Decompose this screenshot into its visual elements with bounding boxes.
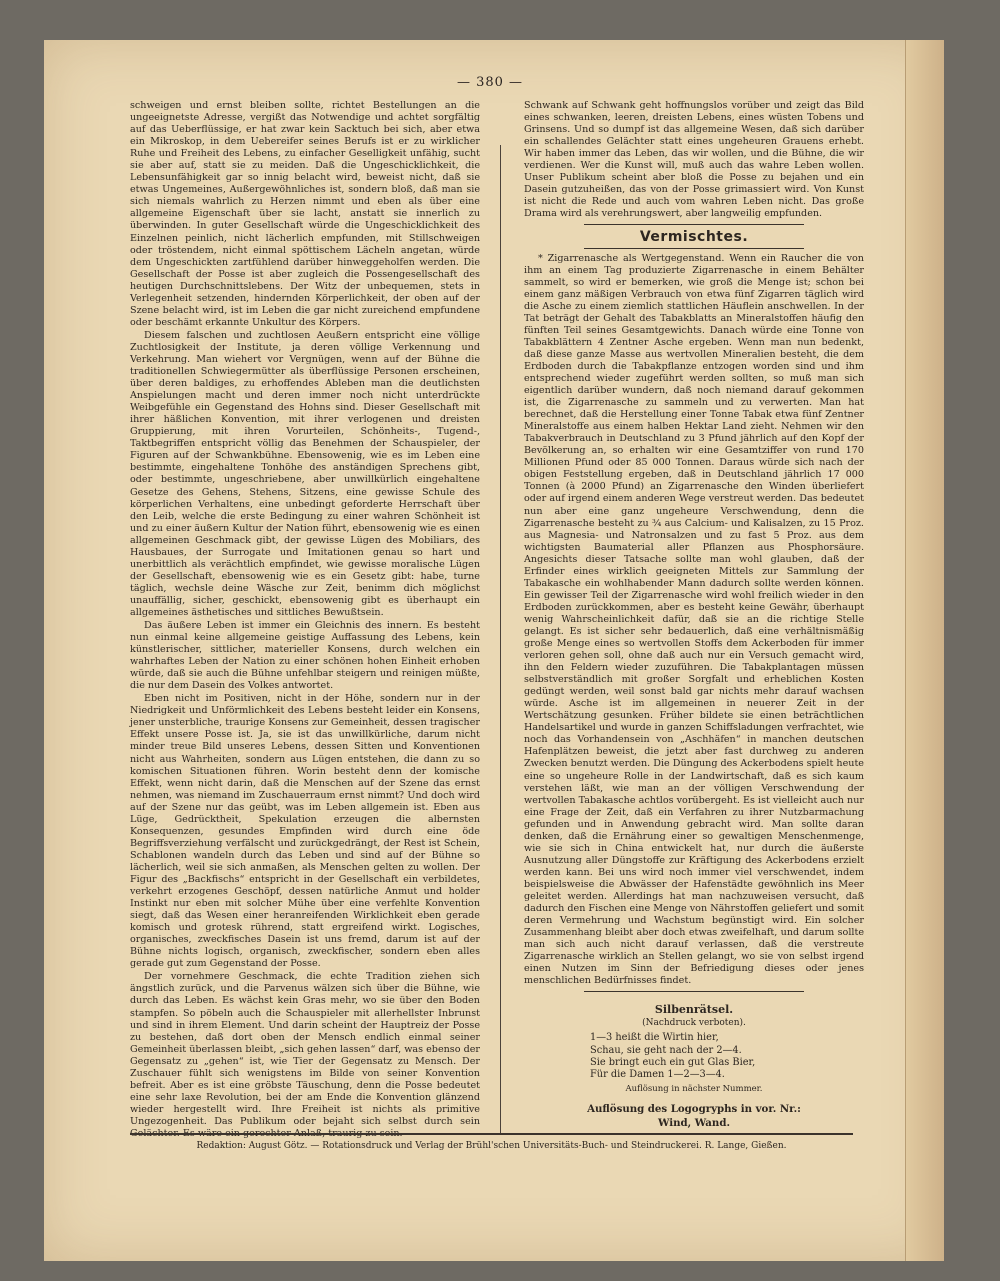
section-rule <box>584 248 804 249</box>
riddle-line: Für die Damen 1—2—3—4. <box>590 1069 725 1081</box>
paragraph: schweigen und ernst bleiben sollte, richtet Bestellungen an die ungeeignetste Adresse, vergißt das Notwendige und achtet sorgfältig auf das Ueberflüssige, er hat zwar kein Sacktuch bei sich, aber etwa ein Mikroskop, in dem Uebereifer seines Berufs ist er zu wirklicher Ruhe und Freiheit des Lebens, zu einfacher Geselligkeit unfähig, sucht sie aber auf, statt sie zu meiden. Daß die Ungeschicklichkeit, die Lebensunfähigkeit gar so innig belacht wird, beweist nicht, daß sie etwas Ungemeines, Außergewöhnliches ist, sondern bloß, daß man sie sich niemals wahrlich zu Herzen nimmt und eben als über eine allgemeine Eigenschaft über sie lacht, anstatt sie innerlich zu überwinden. In guter Gesellschaft würde die Ungeschicklichkeit des Einzelnen peinlich, nicht lächerlich empfunden, mit Stillschweigen oder tröstendem, nicht einmal spöttischem Lächeln angetan, würde dem Ungeschickten zartfühlend darüber hinweggeholfen werden. Die Gesellschaft der Posse ist aber zugleich die Possengesellschaft des heutigen Durchschnittslebens. Der Witz der unbequemen, stets in Verlegenheit setzenden, hindernden Körperlichkeit, der oben auf der Szene belacht wird, ist im Leben die gar nicht zureichend empfundene oder beschämt erkannte Unkultur des Körpers. <box>130 100 480 328</box>
riddle-note: (Nachdruck verboten). <box>642 1018 746 1029</box>
riddle-line: 1—3 heißt die Wirtin hier, <box>590 1032 719 1044</box>
section-rule <box>584 991 804 992</box>
paragraph: Schwank auf Schwank geht hoffnungslos vorüber und zeigt das Bild eines schwanken, leeren, dreisten Lebens, eines wüsten Tobens und Grinsens. Und so dumpf ist das allgemeine Wesen, daß sich darüber ein schallendes Gelächter statt eines ungeheuren Grauens erhebt. Wir haben immer das Leben, das wir wollen, und die Bühne, die wir verdienen. Wer die Kunst will, muß auch das wahre Leben wollen. Unser Publikum scheint aber bloß die Posse zu bejahen und ein Dasein gutzuheißen, das von der Posse grimassiert wird. Von Kunst ist nicht die Rede und auch vom wahren Leben nicht. Das große Drama wird als verehrungswert, aber langweilig empfunden. <box>524 100 864 220</box>
footer-rule <box>130 1133 853 1135</box>
section-rule <box>584 224 804 225</box>
page-edge <box>905 40 944 1261</box>
riddle-line: Schau, sie geht nach der 2—4. <box>590 1044 742 1056</box>
paragraph: Diesem falschen und zuchtlosen Aeußern entspricht eine völlige Zuchtlosigkeit der Institute, ja deren völlige Verkennung und Verkehrung. Man wiehert vor Vergnügen, wenn auf der Bühne die traditionellen Schwiegermütter als überflüssige Personen erscheinen, über deren baldiges, zu erhoffendes Ableben man die deutlichsten Anspielungen macht und deren immer noch nicht unterdrückte Weibgefühle ein Gegenstand des Hohns sind. Dieser Gesellschaft mit ihrer häßlichen Konvention, mit ihrer verlogenen und dreisten Gruppierung, mit ihren Vorurteilen, Schönheits-, Tugend-, Taktbegriffen entspricht völlig das Benehmen der Schauspieler, der Figuren auf der Schwankbühne. Ebensowenig, wie es im Leben eine bestimmte, eingehaltene Tonhöhe des anständigen Sprechens gibt, oder bestimmte, ungeschriebene, aber unwillkürlich eingehaltene Gesetze des Gehens, Stehens, Sitzens, eine gewisse Schule des körperlichen Verhaltens, eine unbedingt geforderte Herrschaft über den Leib, welche die erste Bedingung zu einer wahren Schönheit ist und zu einer äußern Kultur der Nation führt, ebensowenig wie es einen allgemeinen Geschmack gibt, der gewisse Lügen des Mobiliars, des Hausbaues, der Surrogate und Imitationen genau so hart und unerbittlich als verächtlich empfindet, wie gewisse moralische Lügen der Gesellschaft, ebensowenig wie es ein Gesetz gibt: habe, turne täglich, wechsle deine Wäsche zur Zeit, benimm dich möglichst unauffällig, sicher, geschickt, ebensowenig gibt es überhaupt ein allgemeines ästhetisches und sittliches Bewußtsein. <box>130 329 480 618</box>
solution-answer: Wind, Wand. <box>658 1117 730 1130</box>
paragraph: Das äußere Leben ist immer ein Gleichnis des innern. Es besteht nun einmal keine allgemeine geistige Auffassung des Lebens, kein künstlerischer, sittlicher, materieller Konsens, durch welchen ein wahrhaftes Leben der Nation zu einer schönen hohen Einheit erhoben würde, daß sie auch die Bühne unfehlbar steigern und reinigen müßte, die nur dem Dasein des Volkes antwortet. <box>130 620 480 692</box>
riddle-title: Silbenrätsel. <box>654 1003 734 1017</box>
page-number: — 380 — <box>456 75 524 90</box>
riddle-solution-note: Auflösung in nächster Nummer. <box>625 1084 763 1095</box>
right-column <box>524 100 864 1130</box>
riddle-line: Sie bringt euch ein gut Glas Bier, <box>590 1056 756 1068</box>
solution-heading: Auflösung des Logogryphs in vor. Nr.: <box>587 1103 801 1116</box>
section-title: Vermischtes. <box>639 229 749 246</box>
paragraph: Der vornehmere Geschmack, die echte Tradition ziehen sich ängstlich zurück, und die Parvenus wälzen sich über die Bühne, wie durch das Leben. Es wächst kein Gras mehr, wo sie über den Boden stampfen. So pöbeln auch die Schauspieler mit allerhellster Inbrunst und sind in ihrem Element. Und darin scheint der Hauptreiz der Posse zu bestehen, daß dort oben der Mensch endlich einmal seiner Gemeinheit überlassen bleibt, „sich gehen lassen“ darf, was ebenso der Gegensatz zu „gehen“ ist, wie Tier der Gegensatz zu Mensch. Der Zuschauer fühlt sich wenigstens im Bilde von seiner Konvention befreit. Aber es ist eine gröbste Täuschung, denn die Posse bedeutet eine sehr laxe Revolution, bei der am Ende die Konvention glänzend wieder hergestellt wird. Ihre Freiheit ist nichts als primitive Ungezogenheit. Das Publikum oder bejaht sich selbst durch sein <box>130 971 480 1127</box>
article-paragraph: * Zigarrenasche als Wertgegenstand. Wenn ein Raucher die von ihm an einem Tag produzierte Zigarrenasche in einem Behälter sammelt, so wird er bemerken, wie groß die Menge ist; schon bei einem ganz mäßigen Verbrauch von etwa fünf Zigarren täglich wird die Asche zu einem ziemlich stattlichen Häuflein anschwellen. In der Tat beträgt der Gehalt des Tabakblatts an Mineralstoffen häufig den fünften Teil seines Gesamtgewichts. Danach würde eine Tonne von Tabakblättern 4 Zentner Asche ergeben. Wenn man nun bedenkt, daß diese ganze Masse aus wertvollen Mineralien besteht, die dem Erdboden durch die Tabakpflanze entzogen worden sind und ihm entsprechend wieder zugeführt werden sollten, so muß man sich eigentlich darüber wundern, daß noch niemand darauf gekommen ist, die Zigarrenasche zu sammeln und zu verwerten. Man hat berechnet, daß die Herstellung einer Tonne Tabak etwa fünf Zentner Mineralstoffe aus einem halben Hektar Land zieht. Nehmen wir den Tabakverbrauch in Deutschland zu 3 Pfund jährlich auf den Kopf der Bevölkerung an, so erhalten wir eine Gesamtziffer von rund 170 Millionen Pfund oder 85 000 Tonnen. Daraus würde sich nach der obigen Feststellung ergeben, daß in Deutschland jährlich 17 000 Tonnen (à 2000 Pfund) an Zigarrenasche den Winden überliefert oder auf irgend einem anderen Wege verstreut werden. Das bedeutet nun aber eine ganz ungeheure Verschwendung, denn die Zigarrenasche besteht zu ¾ aus Calcium- und Kalisalzen, zu 15 Proz. aus Magnesia- und Natronsalzen und zu fast 5 Proz. aus dem wichtigsten Baumaterial aller Pflanzen aus Phosphorsäure. Angesichts dieser Tatsache sollte man wohl glauben, daß der Erfinder eines wirklich geeigneten Mittels zur Sammlung der Tabakasche ein wohlhabender Mann dadurch sollte werden können. Ein gewisser Teil der Zigarrenasche wird wohl freilich wieder in den Erdboden zurückkommen, aber es besteht keine Gewähr, überhaupt wenig Wahrscheinlichkeit dafür, daß sie an die richtige Stelle gelangt. Es ist sicher sehr bedauerlich, daß eine verhältnismäßig große Menge eines so wertvollen Stoffs dem Ackerboden für immer verloren gehen soll, ohne daß auch nur ein Versuch gemacht wird, ihn den Feldern wieder zuzuführen. Die Tabakplantagen müssen selbstverständlich mit großer Sorgfalt und erheblichen Kosten gedüngt werden, weil sonst bald gar nichts mehr darauf wachsen würde. Asche ist im allgemeinen in neuerer Zeit in der Wertschätzung gesunken. Früher bildete sie einen beträchtlichen Handelsartikel und wurde in ganzen Schiffsladungen verfrachtet, wie noch das Vorhandensein von „Aschhäfen“ in manchen deutschen Hafenplätzen beweist, die jetzt aber fast durchweg zu anderen Zwecken benutzt werden. Die Düngung des Ackerbodens spielt heute eine so ungeheure Rolle in der Landwirtschaft, daß es sich kaum verstehen läßt, wie man an der völligen Verschwendung der wertvollen Tabakasche achtlos vorübergeht. Es ist vielleicht auch nur eine Frage der Zeit, daß ein Verfahren zu ihrer Nutzbarmachung gefunden und in Anwendung gebracht wird. Man sollte daran denken, daß die Ernährung einer so gewaltigen Menschenmenge, wie sie sich in China entwickelt hat, nur durch die äußerste Ausnutzung aller Düngstoffe zur Kräftigung des Ackerbodens erzielt werden kann. Bei uns wird noch immer viel verschwendet, indem beispielsweise die Abwässer der Hafenstädte gewöhnlich ins Meer geleitet werden. Allerdings hat man nachzuweisen versucht, daß dadurch den Fischen eine Menge von Nährstoffen geliefert und somit deren Vermehrung und Wachstum begünstigt wird. Ein solcher Zusammenhang bleibt aber doch etwas zweifelhaft, und darum sollte man sich auch nicht darauf verlassen, daß die verstreute Zigarrenasche wirklich an Stellen gelangt, wo sie von selbst irgend einen Nutzen im Sinn der Befriedigung dieses oder jenes menschlichen Bedürfnisses findet. <box>524 252 864 987</box>
column-divider <box>500 145 501 1135</box>
paragraph: Eben nicht im Positiven, nicht in der Höhe, sondern nur in der Niedrigkeit und Unförmlichkeit des Lebens besteht leider ein Konsens, jener unsterbliche, traurige Konsens zur Gemeinheit, dessen tragischer Effekt unsere Posse ist. Ja, sie ist das unwillkürliche, darum nicht minder treue Bild unseres Lebens, dessen Sitten und Konventionen nicht aus Wahrheiten, sondern aus Lügen entstehen, die dann zu so komischen Situationen führen. Worin besteht denn der komische Effekt, wenn nicht darin, daß die Menschen auf der Szene das ernst nehmen, was niemand im Zuschauerraum ernst nimmt? Und doch wird auf der Szene nur das geübt, was im Leben allgemein ist. Eben aus Lüge, Gedrücktheit, Spekulation erzeugen die albernsten Konsequenzen, gesundes Empfinden wird durch eine öde Begriffsverziehung verfälscht und zurückgedrängt, der Rest ist Schein, Schablonen wandeln durch das Leben und sind auf der Bühne so lächerlich, weil sie sich anmaßen, als Menschen gelten zu wollen. Der Figur des „Backfischs“ entspricht in der Gesellschaft ein verbildetes, verkehrt erzogenes Geschöpf, dessen natürliche Anmut und holder Instinkt nur eben mit solcher Mühe über eine verfehlte Konvention siegt, daß das Wesen einer heranreifenden Wirklichkeit eben gerade komisch und grotesk rührend, statt ergreifend wirkt. Logisches, organisches, zweckfisches Dasein ist uns fremd, darum ist auf der Bühne nichts logisch, organisch, zweckfischer, sondern eben alles gerade gut zum Gegenstand der Posse. <box>130 693 480 970</box>
imprint-line: Redaktion: August Götz. — Rotationsdruck und Verlag der Brühl'schen Universitäts-Buch- und Steindruckerei. R. Lange, Gießen. <box>196 1141 787 1151</box>
left-column <box>130 100 480 1127</box>
